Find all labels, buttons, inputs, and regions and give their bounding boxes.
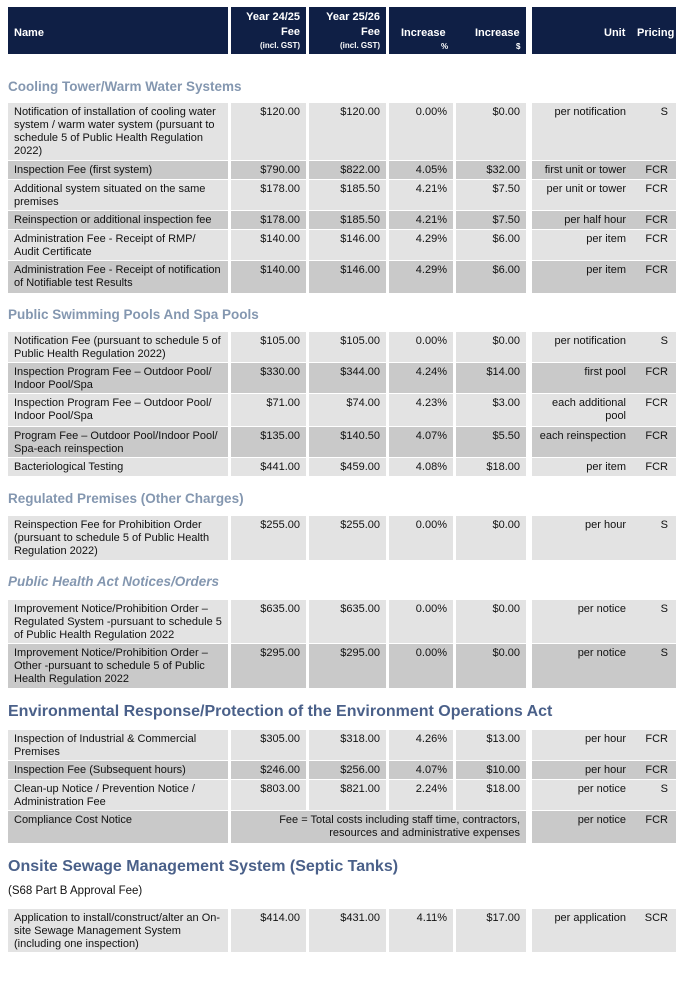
- cell-pct: 4.07%: [389, 427, 453, 457]
- cell-f2: $822.00: [309, 161, 386, 179]
- header-fee-2425-fee: Fee: [281, 26, 300, 38]
- cell-dol: $6.00: [456, 230, 526, 260]
- cell-pct: 4.21%: [389, 211, 453, 229]
- cell-dol: $10.00: [456, 761, 526, 779]
- cell-f2: $256.00: [309, 761, 386, 779]
- cell-name: Additional system situated on the same premises: [8, 180, 228, 210]
- cell-f2: $140.50: [309, 427, 386, 457]
- cell-unit: per hour: [532, 730, 632, 760]
- cell-pct: 0.00%: [389, 600, 453, 643]
- cell-name: Application to install/construct/alter an On-site Sewage Management System (including one inspection): [8, 909, 228, 952]
- cell-name: Inspection Program Fee – Outdoor Pool/ Indoor Pool/Spa: [8, 363, 228, 393]
- header-unit-label: Unit: [604, 27, 626, 39]
- cell-name: Notification of installation of cooling water system / warm water system (pursuant to schedule 5 of Public Health Regulation 2022): [8, 103, 228, 160]
- cell-unit: per unit or tower: [532, 180, 632, 210]
- cell-f1: $178.00: [231, 211, 306, 229]
- cell-pricing: FCR: [632, 730, 676, 760]
- header-increase-dol-label: Increase: [475, 27, 520, 39]
- cell-dol: $32.00: [456, 161, 526, 179]
- cell-pct: 4.21%: [389, 180, 453, 210]
- cell-unit: first unit or tower: [532, 161, 632, 179]
- cell-dol: $0.00: [456, 644, 526, 688]
- cell-f1: $255.00: [231, 516, 306, 560]
- section-cooling-tower: Cooling Tower/Warm Water Systems: [8, 79, 242, 94]
- cell-pricing: S: [632, 332, 676, 362]
- cell-unit: each additional pool: [532, 394, 632, 426]
- section-onsite-sewage: Onsite Sewage Management System (Septic Tanks): [8, 858, 399, 875]
- cell-unit: per hour: [532, 761, 632, 779]
- cell-pricing: FCR: [632, 427, 676, 457]
- cell-pct: 4.11%: [389, 909, 453, 952]
- cell-unit: per item: [532, 261, 632, 293]
- cell-dol: $7.50: [456, 211, 526, 229]
- cell-pct: 4.24%: [389, 363, 453, 393]
- cell-name: Clean-up Notice / Prevention Notice / Administration Fee: [8, 780, 228, 810]
- section-swimming-pools: Public Swimming Pools And Spa Pools: [8, 307, 259, 322]
- cell-name: Program Fee – Outdoor Pool/Indoor Pool/ Spa-each reinspection: [8, 427, 228, 457]
- cell-unit: per notification: [532, 332, 632, 362]
- cell-pricing: FCR: [632, 394, 676, 426]
- cell-pricing: S: [632, 516, 676, 560]
- cell-unit: first pool: [532, 363, 632, 393]
- cell-dol: $13.00: [456, 730, 526, 760]
- cell-f2: $146.00: [309, 230, 386, 260]
- cell-f2: $318.00: [309, 730, 386, 760]
- cell-unit: per notification: [532, 103, 632, 160]
- cell-pricing: FCR: [632, 161, 676, 179]
- cell-pct: 0.00%: [389, 516, 453, 560]
- cell-unit: per notice: [532, 600, 632, 643]
- cell-unit: per application: [532, 909, 632, 952]
- cell-dol: $0.00: [456, 332, 526, 362]
- cell-f2: $185.50: [309, 211, 386, 229]
- header-name: [8, 7, 228, 54]
- cell-name: Notification Fee (pursuant to schedule 5 of Public Health Regulation 2022): [8, 332, 228, 362]
- cell-dol: $5.50: [456, 427, 526, 457]
- cell-name: Inspection of Industrial & Commercial Premises: [8, 730, 228, 760]
- header-unit-pricing: [532, 7, 676, 54]
- cell-pct: 4.29%: [389, 261, 453, 293]
- cell-f1: $135.00: [231, 427, 306, 457]
- cell-f1: $120.00: [231, 103, 306, 160]
- cell-name: Improvement Notice/Prohibition Order – Other -pursuant to schedule 5 of Public Health Regulation 2022: [8, 644, 228, 688]
- cell-pct: 4.26%: [389, 730, 453, 760]
- cell-pct: 4.29%: [389, 230, 453, 260]
- header-fee-2526-gst: (incl. GST): [340, 41, 380, 50]
- section-public-health-notices: Public Health Act Notices/Orders: [8, 574, 220, 589]
- cell-name: Administration Fee - Receipt of RMP/ Audit Certificate: [8, 230, 228, 260]
- cell-pricing: S: [632, 103, 676, 160]
- cell-pricing: FCR: [632, 261, 676, 293]
- cell-f2: $635.00: [309, 600, 386, 643]
- cell-unit: per notice: [532, 780, 632, 810]
- cell-pct: 0.00%: [389, 644, 453, 688]
- cell-pricing: S: [632, 644, 676, 688]
- cell-dol: $17.00: [456, 909, 526, 952]
- cell-name: Reinspection Fee for Prohibition Order (pursuant to schedule 5 of Public Health Regulation 2022): [8, 516, 228, 560]
- cell-pricing: SCR: [632, 909, 676, 952]
- header-fee-2526-year: Year 25/26: [326, 11, 380, 23]
- header-increase-dol-unit: $: [516, 42, 521, 51]
- cell-pct: 4.05%: [389, 161, 453, 179]
- cell-f1: $441.00: [231, 458, 306, 476]
- cell-unit: each reinspection: [532, 427, 632, 457]
- cell-f2: $185.50: [309, 180, 386, 210]
- cell-dol: $18.00: [456, 780, 526, 810]
- cell-name: Reinspection or additional inspection fee: [8, 211, 228, 229]
- cell-f1: $414.00: [231, 909, 306, 952]
- cell-unit: per item: [532, 458, 632, 476]
- cell-f2: $120.00: [309, 103, 386, 160]
- cell-name: Bacteriological Testing: [8, 458, 228, 476]
- cell-f2: $344.00: [309, 363, 386, 393]
- header-increase-pct-label: Increase: [401, 27, 446, 39]
- cell-pricing: FCR: [632, 230, 676, 260]
- cell-f1: $330.00: [231, 363, 306, 393]
- cell-f1: $246.00: [231, 761, 306, 779]
- cell-pricing: FCR: [632, 761, 676, 779]
- cell-dol: $3.00: [456, 394, 526, 426]
- cell-unit: per notice: [532, 811, 632, 843]
- cell-f1: $178.00: [231, 180, 306, 210]
- header-fee-2425-gst: (incl. GST): [260, 41, 300, 50]
- cell-f1: $105.00: [231, 332, 306, 362]
- cell-pct: 0.00%: [389, 332, 453, 362]
- cell-pct: 0.00%: [389, 103, 453, 160]
- cell-unit: per hour: [532, 516, 632, 560]
- cell-dol: $0.00: [456, 600, 526, 643]
- cell-f2: $459.00: [309, 458, 386, 476]
- cell-f1: $790.00: [231, 161, 306, 179]
- cell-dol: $0.00: [456, 103, 526, 160]
- cell-name: Inspection Program Fee – Outdoor Pool/ Indoor Pool/Spa: [8, 394, 228, 426]
- cell-f1: $140.00: [231, 261, 306, 293]
- cell-name: Administration Fee - Receipt of notification of Notifiable test Results: [8, 261, 228, 293]
- cell-pct: 4.23%: [389, 394, 453, 426]
- cell-unit: per item: [532, 230, 632, 260]
- header-pricing-label: Pricing: [637, 27, 675, 39]
- cell-f1: $140.00: [231, 230, 306, 260]
- cell-dol: $7.50: [456, 180, 526, 210]
- cell-pct: 4.08%: [389, 458, 453, 476]
- cell-f2: $74.00: [309, 394, 386, 426]
- cell-f2: $255.00: [309, 516, 386, 560]
- cell-pricing: S: [632, 780, 676, 810]
- cell-name: Inspection Fee (first system): [8, 161, 228, 179]
- cell-f1: $71.00: [231, 394, 306, 426]
- cell-f2: $146.00: [309, 261, 386, 293]
- cell-dol: $6.00: [456, 261, 526, 293]
- cell-pricing: FCR: [632, 363, 676, 393]
- header-increase-pct: [389, 7, 526, 54]
- header-increase-pct-unit: %: [441, 42, 449, 51]
- cell-merged: Fee = Total costs including staff time, contractors, resources and administrative expenses: [231, 811, 526, 843]
- cell-f1: $635.00: [231, 600, 306, 643]
- cell-unit: per half hour: [532, 211, 632, 229]
- cell-unit: per notice: [532, 644, 632, 688]
- cell-f2: $105.00: [309, 332, 386, 362]
- cell-pct: 2.24%: [389, 780, 453, 810]
- sewage-note: (S68 Part B Approval Fee): [8, 885, 143, 897]
- header-fee-2425: [231, 7, 306, 54]
- cell-name: Improvement Notice/Prohibition Order – Regulated System -pursuant to schedule 5 of Public Health Regulation 2022: [8, 600, 228, 643]
- cell-name: Compliance Cost Notice: [8, 811, 228, 843]
- section-regulated-premises: Regulated Premises (Other Charges): [8, 491, 244, 506]
- cell-name: Inspection Fee (Subsequent hours): [8, 761, 228, 779]
- section-environmental: Environmental Response/Protection of the Environment Operations Act: [8, 703, 553, 720]
- cell-f2: $821.00: [309, 780, 386, 810]
- cell-pct: 4.07%: [389, 761, 453, 779]
- cell-f1: $803.00: [231, 780, 306, 810]
- cell-pricing: FCR: [632, 211, 676, 229]
- header-name-label: Name: [14, 27, 44, 39]
- cell-dol: $18.00: [456, 458, 526, 476]
- header-fee-2425-year: Year 24/25: [246, 11, 300, 23]
- cell-pricing: FCR: [632, 458, 676, 476]
- cell-pricing: FCR: [632, 180, 676, 210]
- cell-f2: $431.00: [309, 909, 386, 952]
- cell-f2: $295.00: [309, 644, 386, 688]
- cell-dol: $14.00: [456, 363, 526, 393]
- header-fee-2526-fee: Fee: [361, 26, 380, 38]
- cell-dol: $0.00: [456, 516, 526, 560]
- cell-pricing: S: [632, 600, 676, 643]
- cell-pricing: FCR: [632, 811, 676, 843]
- cell-f1: $305.00: [231, 730, 306, 760]
- cell-f1: $295.00: [231, 644, 306, 688]
- header-fee-2526: [309, 7, 386, 54]
